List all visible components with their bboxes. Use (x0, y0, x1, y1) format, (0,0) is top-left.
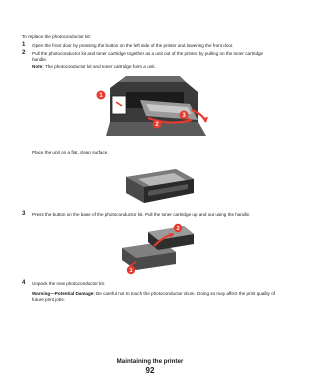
button-inset (112, 96, 126, 114)
step-3-text: Press the button on the base of the photoconductor kit. Pull the toner cartridge up and out using the handle. (32, 212, 251, 217)
step-1-number: 1 (22, 42, 26, 48)
step-1-text: Open the front door by pressing the button on the left side of the printer and lowering the front door. (32, 43, 234, 48)
step-3-number: 3 (22, 211, 26, 217)
page-number: 92 (145, 366, 155, 375)
step-4-text: Unpack the new photoconductor kit. (32, 281, 106, 286)
callout-2-label: 2 (155, 122, 159, 129)
step-2-text: Pull the photoconductor kit and toner cartridge together as a unit out of the printer by pulling on the toner cartridge handle. (32, 51, 264, 63)
step-4-number: 4 (22, 280, 26, 286)
callout-1-label: 1 (99, 93, 103, 100)
warning-paragraph (32, 291, 282, 303)
callout-1b-label: 1 (129, 268, 133, 274)
printer-top (118, 76, 186, 82)
footer-section-title: Maintaining the printer (116, 358, 184, 365)
note-text: The photoconductor kit and toner cartridge form a unit. (44, 64, 156, 69)
intro-text: To replace the photoconductor kit: (22, 34, 91, 39)
unit-illustration (118, 163, 198, 209)
printer-illustration (88, 74, 213, 142)
callout-3-label: 3 (182, 113, 186, 120)
step-2-number: 2 (22, 50, 26, 56)
callout-2b-label: 2 (176, 226, 180, 232)
separation-illustration (118, 222, 196, 276)
note-line (32, 64, 282, 70)
place-unit-text: Place the unit on a flat, clean surface. (32, 150, 109, 155)
warning-text: Be careful not to touch the photoconductor drum. Doing so may affect the print quality of future print jobs. (32, 291, 276, 303)
note-label: Note: (32, 64, 44, 69)
warning-label: Warning—Potential Damage: (32, 291, 95, 296)
